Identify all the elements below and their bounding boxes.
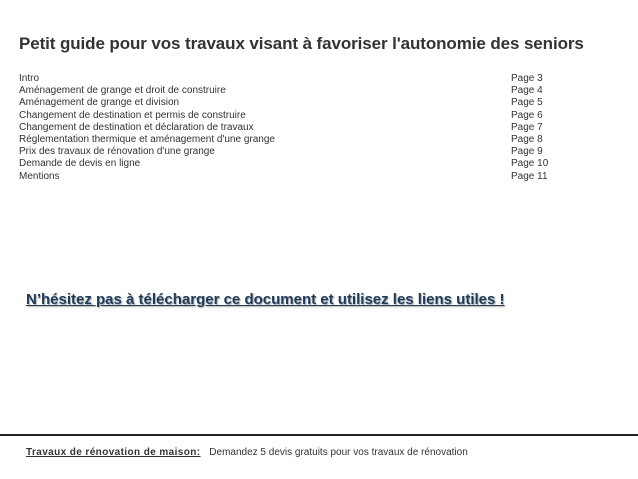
toc-entry-mentions[interactable] xyxy=(19,171,559,183)
footer xyxy=(26,447,468,458)
toc-entry-page: Page 10 xyxy=(511,158,549,170)
footer-renovation-link[interactable]: Travaux de rénovation de maison: xyxy=(26,447,201,458)
toc-entry-droit-de-construire[interactable] xyxy=(19,85,559,97)
footer-divider xyxy=(0,434,638,436)
toc-entry-reglementation-thermique[interactable] xyxy=(19,134,559,146)
toc-entry-label: Aménagement de grange et droit de construire xyxy=(19,85,226,97)
toc-entry-demande-de-devis[interactable] xyxy=(19,158,559,170)
toc-entry-declaration-de-travaux[interactable] xyxy=(19,122,559,134)
toc-entry-page: Page 4 xyxy=(511,85,543,97)
download-call-to-action[interactable]: N’hésitez pas à télécharger ce document et utilisez les liens utiles ! xyxy=(26,291,505,308)
toc-entry-page: Page 6 xyxy=(511,109,543,121)
toc-entry-permis-de-construire[interactable] xyxy=(19,110,559,122)
toc-entry-label: Intro xyxy=(19,73,40,84)
toc-entry-page: Page 8 xyxy=(511,134,543,146)
toc-entry-label: Changement de destination et permis de construire xyxy=(19,109,246,121)
toc-entry-label: Prix des travaux de rénovation d'une grange xyxy=(19,146,215,158)
toc-entry-label: Aménagement de grange et division xyxy=(19,97,180,109)
toc-entry-page: Page 5 xyxy=(511,97,543,109)
toc-entry-page: Page 11 xyxy=(511,170,548,182)
toc-entry-intro[interactable] xyxy=(19,73,559,85)
footer-text: Demandez 5 devis gratuits pour vos travaux de rénovation xyxy=(209,447,468,458)
toc-entry-page: Page 3 xyxy=(511,73,543,84)
toc-entry-label: Mentions xyxy=(19,170,60,182)
toc-entry-division[interactable] xyxy=(19,97,559,109)
table-of-contents xyxy=(19,73,559,183)
toc-entry-page: Page 9 xyxy=(511,146,543,158)
toc-entry-label: Demande de devis en ligne xyxy=(19,158,141,170)
toc-entry-page: Page 7 xyxy=(511,121,543,133)
toc-entry-label: Changement de destination et déclaration de travaux xyxy=(19,121,254,133)
document-title: Petit guide pour vos travaux visant à favoriser l'autonomie des seniors xyxy=(19,34,584,53)
toc-entry-prix-des-travaux[interactable] xyxy=(19,146,559,158)
toc-entry-label: Réglementation thermique et aménagement d'une grange xyxy=(19,134,275,146)
